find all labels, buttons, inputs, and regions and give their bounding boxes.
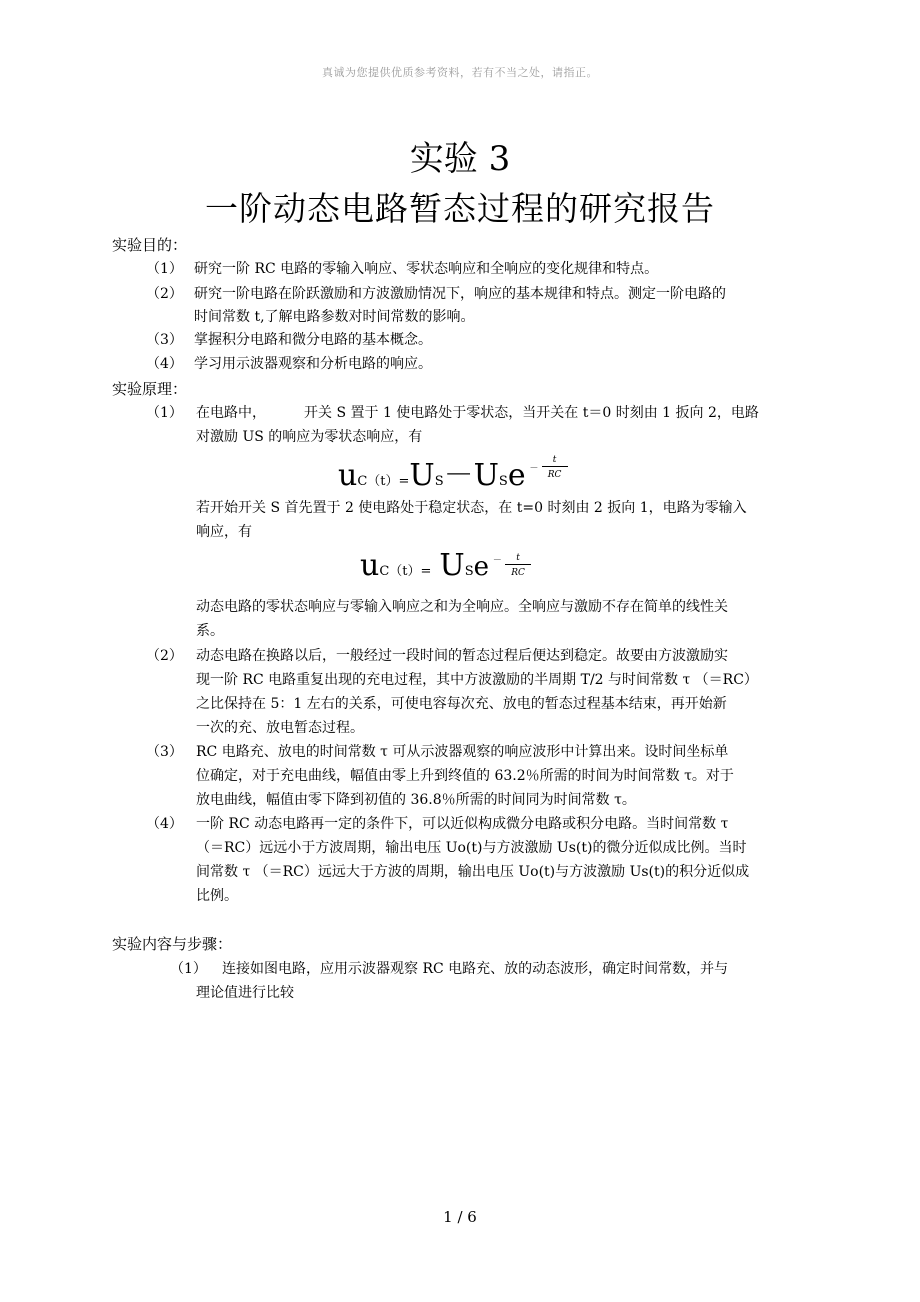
principle-item-4-line3: 间常数 τ （＝RC）远远大于方波的周期，输出电压 Uo(t)与方波激励 Us(t)的积分近似成 [196,864,750,880]
purpose-item-4-text: 学习用示波器观察和分析电路的响应。 [194,356,432,372]
formula1-paren: （t） [367,474,399,489]
formula1-exponent-sign: － [528,464,538,474]
formula2-exponent-fraction [505,550,531,578]
principle-item-3-line2: 位确定，对于充电曲线，幅值由零上升到终值的 63.2％所需的时间为时间常数 τ。对于 [196,768,734,784]
formula2-u: u [360,548,380,583]
principle-item-1-line5: 动态电路的零状态响应与零输入响应之和为全响应。全响应与激励不存在简单的线性关 [196,599,728,615]
purpose-item-4-number: （4） [146,356,183,372]
formula2-U: U [439,548,465,583]
formula-zero-state-response [338,450,568,494]
formula1-exponent-fraction [542,452,568,480]
principle-item-4-number: （4） [146,816,183,832]
principle-item-1-line2: 对激励 US 的响应为零状态响应，有 [196,429,423,445]
principle-item-4-line2: （＝RC）远远小于方波周期，输出电压 Uo(t)与方波激励 Us(t)的微分近似成比例。当时 [196,840,747,856]
formula1-e: e [507,458,526,493]
formula2-exponent-denominator: RC [511,568,525,578]
principle-item-1-line4: 响应，有 [196,524,252,540]
purpose-item-2-text-line2: 时间常数 t,了解电路参数对时间常数的影响。 [194,309,475,325]
principle-item-2-line1: 动态电路在换路以后，一般经过一段时间的暂态过程后便达到稳定。故要由方波激励实 [196,648,728,664]
purpose-item-1-number: （1） [146,261,183,277]
formula2-c-subscript: C [379,564,390,579]
principle-item-4-line1: 一阶 RC 动态电路再一定的条件下，可以近似构成微分电路或积分电路。当时间常数 τ [196,816,729,832]
formula1-minus: － [443,458,474,493]
purpose-item-3-text: 掌握积分电路和微分电路的基本概念。 [194,332,432,348]
formula1-U1: U [409,458,435,493]
formula1-u: u [338,458,358,493]
principle-item-2-line2: 现一阶 RC 电路重复出现的充电过程，其中方波激励的半周期 T/2 与时间常数 τ （＝RC） [196,672,758,688]
principle-item-3-line1: RC 电路充、放电的时间常数 τ 可从示波器观察的响应波形中计算出来。设时间坐标单 [196,744,729,760]
principle-item-4-line4: 比例。 [196,888,238,904]
principle-item-1-number: （1） [146,405,183,421]
formula2-S: S [464,564,474,579]
purpose-item-2-number: （2） [146,286,183,302]
content-item-1-line2: 理论值进行比较 [196,985,294,1001]
formula1-c-subscript: C [357,474,368,489]
principle-item-3-line3: 放电曲线，幅值由零下降到初值的 36.8％所需的时间同为时间常数 τ。 [196,792,636,808]
principle-item-1-line3: 若开始开关 S 首先置于 2 使电路处于稳定状态，在 t=0 时刻由 2 扳向 1，电路为零输入 [196,500,747,516]
principle-heading: 实验原理： [112,380,188,398]
purpose-item-1-text: 研究一阶 RC 电路的零输入响应、零状态响应和全响应的变化规律和特点。 [194,261,659,277]
document-title: 实验 3 [409,139,511,179]
principle-item-2-line3: 之比保持在 5：1 左右的关系，可使电容每次充、放电的暂态过程基本结束，再开始新 [196,696,727,712]
formula1-equals: = [398,474,410,489]
principle-item-1-line6: 系。 [196,623,224,639]
formula2-e: e [473,552,490,582]
principle-item-3-number: （3） [146,744,183,760]
principle-item-2-number: （2） [146,648,183,664]
formula1-exponent-denominator: RC [547,470,562,480]
content-item-1-number: （1） [170,961,207,977]
content-heading: 实验内容与步骤： [112,935,233,953]
principle-item-1-line1a: 在电路中， [196,405,266,421]
formula1-U2: U [473,458,499,493]
document-subtitle: 一阶动态电路暂态过程的研究报告 [205,189,715,228]
purpose-item-3-number: （3） [146,332,183,348]
principle-item-2-line4: 一次的充、放电暂态过程。 [196,720,364,736]
principle-item-1-line1b: 开关 S 置于 1 使电路处于零状态，当开关在 t＝0 时刻由 1 扳向 2，电路 [304,405,759,421]
formula2-exponent-numerator: t [516,553,520,563]
formula2-exponent-sign: － [492,556,502,566]
formula2-equals: = [420,564,432,579]
page-number: 1 / 6 [443,1208,477,1226]
formula1-S1: S [434,474,444,489]
purpose-item-2-text-line1: 研究一阶电路在阶跃激励和方波激励情况下，响应的基本规律和特点。测定一阶电路的 [194,286,726,302]
content-item-1-line1: 连接如图电路，应用示波器观察 RC 电路充、放的动态波形，确定时间常数，并与 [222,961,729,977]
formula-zero-input-response [360,548,531,583]
formula1-S2: S [498,474,508,489]
purpose-heading: 实验目的： [112,236,188,254]
formula1-exponent-numerator: t [552,455,557,465]
formula2-paren: （t） [389,564,421,579]
header-note: 真诚为您提供优质参考资料，若有不当之处，请指正。 [322,66,598,79]
